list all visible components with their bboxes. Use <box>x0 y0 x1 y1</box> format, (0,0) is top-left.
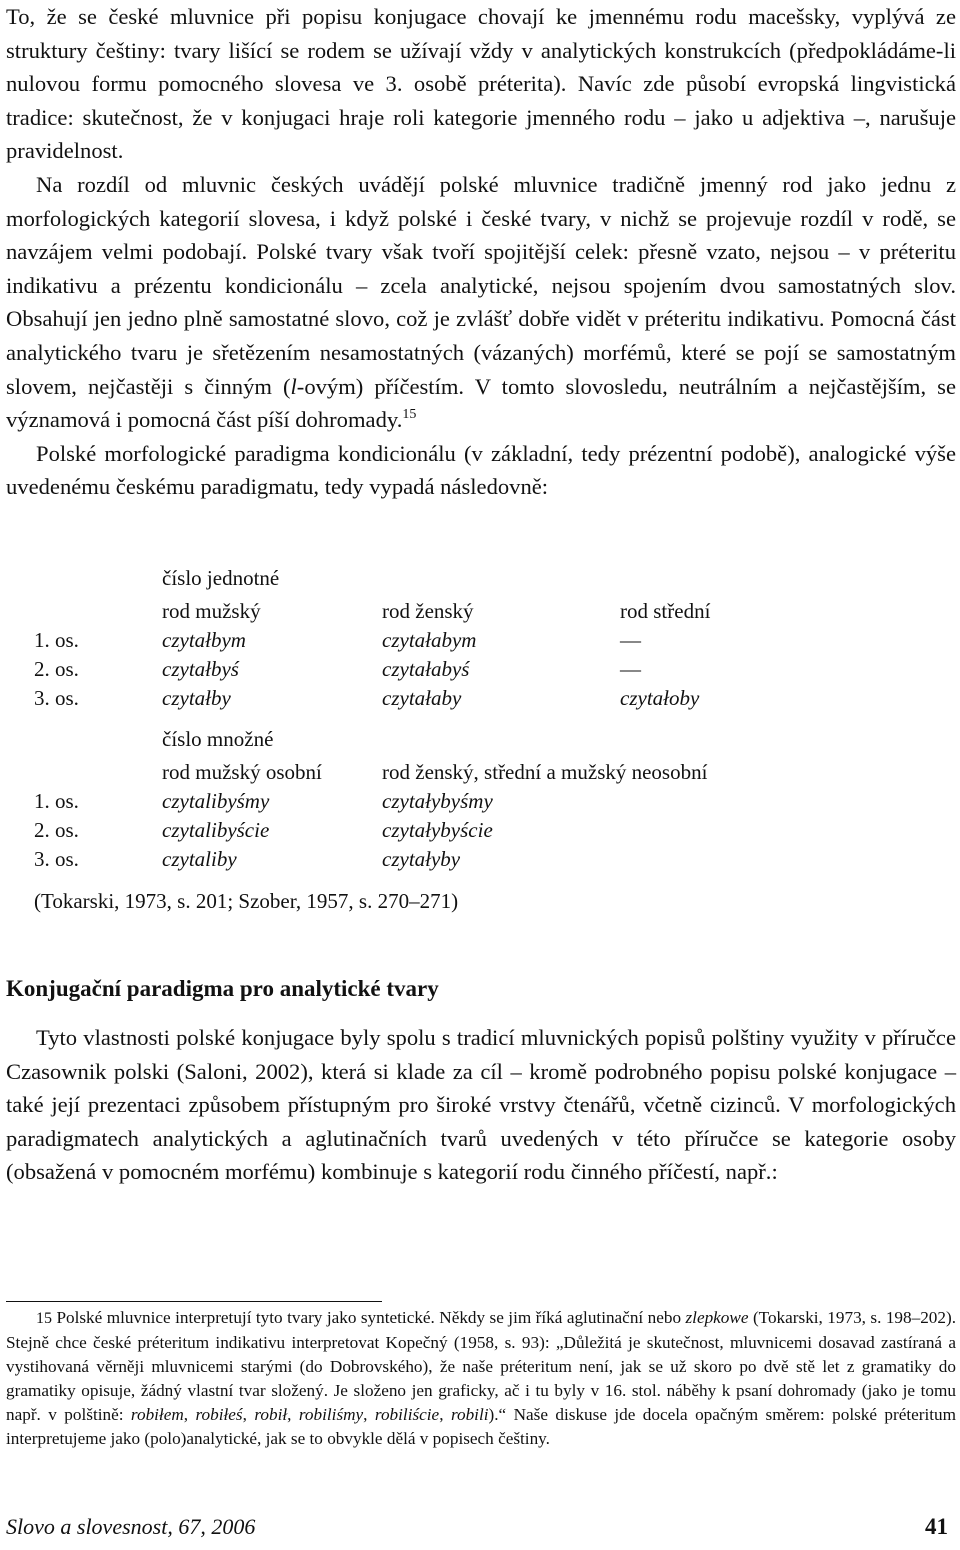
verb-form: czytałby <box>162 686 231 710</box>
verb-form: czytałbym <box>162 628 246 652</box>
footnote-italic: zlepkowe <box>685 1308 749 1327</box>
verb-form: czytałaby <box>382 686 462 710</box>
footnote-text: ).“ Naše diskuse jde docela opačným směrem: polské préteritum interpretujeme jako (polo)analytické, jak se to obvykle dělá v popisech češtiny. <box>6 1404 957 1448</box>
footnote-italic: robiliście <box>374 1404 440 1424</box>
verb-form: czytałybyśmy <box>382 789 493 813</box>
verb-form: czytalibyście <box>162 818 270 842</box>
footnote-italic: robił <box>254 1404 288 1424</box>
person-label: 3. os. <box>34 686 79 710</box>
paragraph-2-end: -ovým) příčestím. V tomto slovosledu, neutrálním a nejčastějším, se významová i pomocná část píší dohromady. <box>6 373 957 433</box>
footnote-number: 15 <box>36 1310 52 1327</box>
verb-form: czytalibyśmy <box>162 789 270 813</box>
column-header: rod ženský <box>382 599 474 623</box>
verb-form: czytałoby <box>620 686 700 710</box>
footnote-text: , <box>287 1404 299 1424</box>
footnote-text: , <box>183 1404 196 1424</box>
footnote-text: , <box>242 1404 255 1424</box>
person-label: 3. os. <box>34 847 79 871</box>
paragraph-2-italic: l <box>290 373 297 399</box>
verb-form: czytałabym <box>382 628 477 652</box>
table-number-label: číslo jednotné <box>162 566 280 590</box>
footnote-15 <box>6 1306 956 1450</box>
paragraph-2 <box>6 168 956 437</box>
verb-form: czytałyby <box>382 847 461 871</box>
footnote-divider <box>6 1301 382 1302</box>
footnote-italic: robiłem <box>130 1404 184 1424</box>
journal-citation: Slovo a slovesnost, 67, 2006 <box>6 1514 256 1539</box>
table-number-label: číslo množné <box>162 727 274 751</box>
footnote-reference[interactable]: 15 <box>402 407 417 423</box>
person-label: 2. os. <box>34 818 79 842</box>
paragraph-3: Polské morfologické paradigma kondicionálu (v základní, tedy prézentní podobě), analogické výše uvedenému českému paradigmatu, tedy vypadá následovně: <box>6 440 956 500</box>
verb-form: czytałabyś <box>382 657 470 681</box>
verb-form: czytałbyś <box>162 657 239 681</box>
paragraph-4: Tyto vlastnosti polské konjugace byly spolu s tradicí mluvnických popisů polštiny využity v příručce Czasownik polski (Saloni, 2002), která si klade za cíl – kromě podrobného popisu polské konjugace – také její prezentaci způsobem přístupným pro široké vrstvy čtenářů, včetně cizinců. V morfologických paradigmatech analytických a aglutinačních tvarů uvedených v této příručce se kategorie osoby (obsažená v pomocném morfému) kombinuje s kategorií rodu činného příčestí, např.: <box>6 1025 956 1185</box>
footnote-italic: robiliśmy <box>298 1404 364 1424</box>
verb-form: czytaliby <box>162 847 237 871</box>
footnote-text: , <box>439 1404 451 1424</box>
bottom-text-block <box>6 1021 956 1189</box>
paragraph-2-text: Na rozdíl od mluvnic českých uvádějí polské mluvnice tradičně jmenný rod jako jednu z morfologických kategorií slovesa, i když polské i české tvary, v nichž se projevuje rozdíl v rodě, se navzájem velmi podobají. Polské tvary však tvoří spojitější celek: přesně vzato, nejsou – v préteritu indikativu a prézentu kondicionálu – zcela analytické, nejsou spojením dvou samostatných slov. Obsahují jen jedno plně samostatné slovo, což je zvlášť dobře vidět v préteritu indikativu. Pomocná část analytického tvaru je sřetězením nesamostatných (vázaných) morfémů, které se pojí se samostatným slovem, nejčastěji s činným ( <box>6 171 956 399</box>
page-number: 41 <box>925 1514 948 1539</box>
empty-cell-dash: — <box>620 657 641 681</box>
footnote-italic: robili <box>450 1404 489 1424</box>
verb-form: czytałybyście <box>382 818 493 842</box>
paragraph-1: To, že se české mluvnice při popisu konjugace chovají ke jmennému rodu macešsky, vyplývá ze struktury češtiny: tvary lišící se rodem se užívají vždy v analytických konstrukcích (předpokládáme-li nulovou formu pomocného slovesa ve 3. osobě préterita). Navíc zde působí evropská lingvistická tradice: skutečnost, že v konjugaci hraje roli kategorie jmenného rodu – jako u adjektiva –, narušuje pravidelnost. <box>6 4 956 164</box>
footnote-text: (Tokarski, 1973, s. 198–202). Stejně chce české préteritum indikativu interpretovat Kopečný (1958, s. 93): „Důležitá je skutečnost, mluvnicemi dosavad zastíraná a vystihovaná věrněji mluvnicemi starými (do Dobrovského), že naše préteritum není, jak se už skoro po dvě stě let z gramatiky do gramatiky opisuje, žádný vlastní tvar složený. Je složeno jen graficky, ač i tu byly v 16. stol. náběhy k psaní dohromady (jako je tomu např. v polštině: <box>6 1308 957 1424</box>
person-label: 1. os. <box>34 789 79 813</box>
footnote-text: Polské mluvnice interpretují tyto tvary jako syntetické. Někdy se jim říká aglutinační nebo <box>52 1308 686 1327</box>
column-header: rod střední <box>620 599 711 623</box>
empty-cell-dash: — <box>620 628 641 652</box>
person-label: 2. os. <box>34 657 79 681</box>
footnote-text: , <box>363 1404 375 1424</box>
top-text-block <box>6 0 956 504</box>
column-header: rod ženský, střední a mužský neosobní <box>382 760 708 784</box>
column-header: rod mužský <box>162 599 261 623</box>
table-citation: (Tokarski, 1973, s. 201; Szober, 1957, s. 270–271) <box>34 889 459 913</box>
person-label: 1. os. <box>34 628 79 652</box>
section-heading: Konjugační paradigma pro analytické tvary <box>6 976 439 1001</box>
column-header: rod mužský osobní <box>162 760 322 784</box>
footnote-italic: robiłeś <box>195 1404 243 1424</box>
